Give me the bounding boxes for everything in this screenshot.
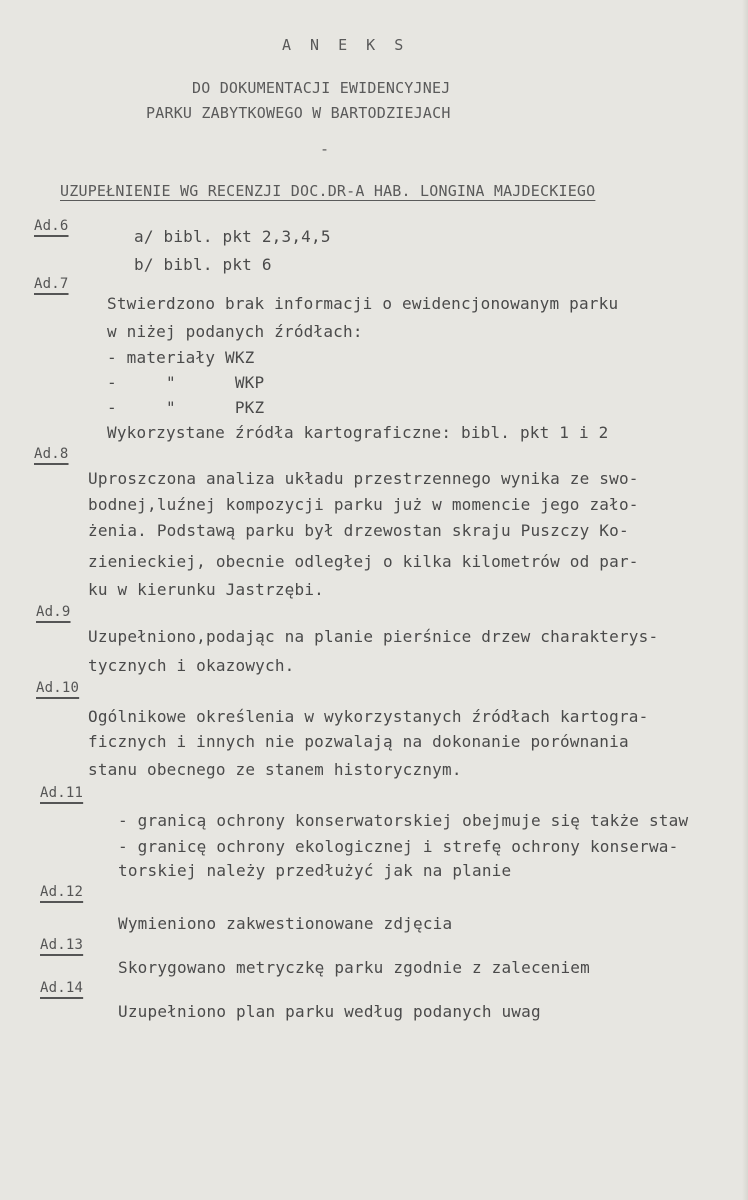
ad7-label: Ad.7 bbox=[34, 276, 69, 292]
ad9-line-1: Uzupełniono,podając na planie pierśnice drzew charakterys- bbox=[88, 627, 659, 646]
ad9-label: Ad.9 bbox=[36, 604, 71, 620]
ad9-line-2: tycznych i okazowych. bbox=[88, 656, 295, 675]
ad6-label: Ad.6 bbox=[34, 218, 69, 234]
ad10-line-1: Ogólnikowe określenia w wykorzystanych źródłach kartogra- bbox=[88, 707, 649, 726]
ad14-label: Ad.14 bbox=[40, 980, 84, 996]
ad10-line-2: ficznych i innych nie pozwalają na dokonanie porównania bbox=[88, 732, 629, 751]
ad10-line-3: stanu obecnego ze stanem historycznym. bbox=[88, 760, 462, 779]
ad13-label: Ad.13 bbox=[40, 937, 84, 953]
ad10-label: Ad.10 bbox=[36, 680, 80, 696]
ad8-line-5: ku w kierunku Jastrzębi. bbox=[88, 580, 324, 599]
document-title: A N E K S bbox=[282, 36, 409, 54]
ad11-label: Ad.11 bbox=[40, 785, 84, 801]
header-dash: - bbox=[320, 140, 330, 158]
ad7-line-5: - " PKZ bbox=[107, 398, 265, 417]
ad7-line-2: w niżej podanych źródłach: bbox=[107, 322, 363, 341]
subtitle: UZUPEŁNIENIE WG RECENZJI DOC.DR-A HAB. LONGINA MAJDECKIEGO bbox=[60, 182, 596, 200]
ad7-line-1: Stwierdzono brak informacji o ewidencjonowanym parku bbox=[107, 294, 619, 313]
ad11-line-3: torskiej należy przedłużyć jak na planie bbox=[118, 861, 512, 880]
ad11-line-2: - granicę ochrony ekologicznej i strefę ochrony konserwa- bbox=[118, 837, 679, 856]
ad8-line-1: Uproszczona analiza układu przestrzennego wynika ze swo- bbox=[88, 469, 639, 488]
ad8-label: Ad.8 bbox=[34, 446, 69, 462]
ad8-line-4: zienieckiej, obecnie odległej o kilka kilometrów od par- bbox=[88, 552, 639, 571]
ad7-line-6: Wykorzystane źródła kartograficzne: bibl. pkt 1 i 2 bbox=[107, 423, 609, 442]
ad6-line-2: b/ bibl. pkt 6 bbox=[134, 255, 272, 274]
ad13-line-1: Skorygowano metryczkę parku zgodnie z zaleceniem bbox=[118, 958, 590, 977]
ad7-line-3: - materiały WKZ bbox=[107, 348, 255, 367]
ad11-line-1: - granicą ochrony konserwatorskiej obejmuje się także staw bbox=[118, 811, 689, 830]
header-line-1: DO DOKUMENTACJI EWIDENCYJNEJ bbox=[192, 79, 451, 97]
ad7-line-4: - " WKP bbox=[107, 373, 265, 392]
ad12-label: Ad.12 bbox=[40, 884, 84, 900]
ad6-line-1: a/ bibl. pkt 2,3,4,5 bbox=[134, 227, 331, 246]
page-edge-shadow bbox=[742, 0, 748, 1200]
ad8-line-3: żenia. Podstawą parku był drzewostan skraju Puszczy Ko- bbox=[88, 521, 629, 540]
ad14-line-1: Uzupełniono plan parku według podanych uwag bbox=[118, 1002, 541, 1021]
header-line-2: PARKU ZABYTKOWEGO W BARTODZIEJACH bbox=[146, 104, 451, 122]
ad8-line-2: bodnej,luźnej kompozycji parku już w momencie jego zało- bbox=[88, 495, 639, 514]
ad12-line-1: Wymieniono zakwestionowane zdjęcia bbox=[118, 914, 453, 933]
